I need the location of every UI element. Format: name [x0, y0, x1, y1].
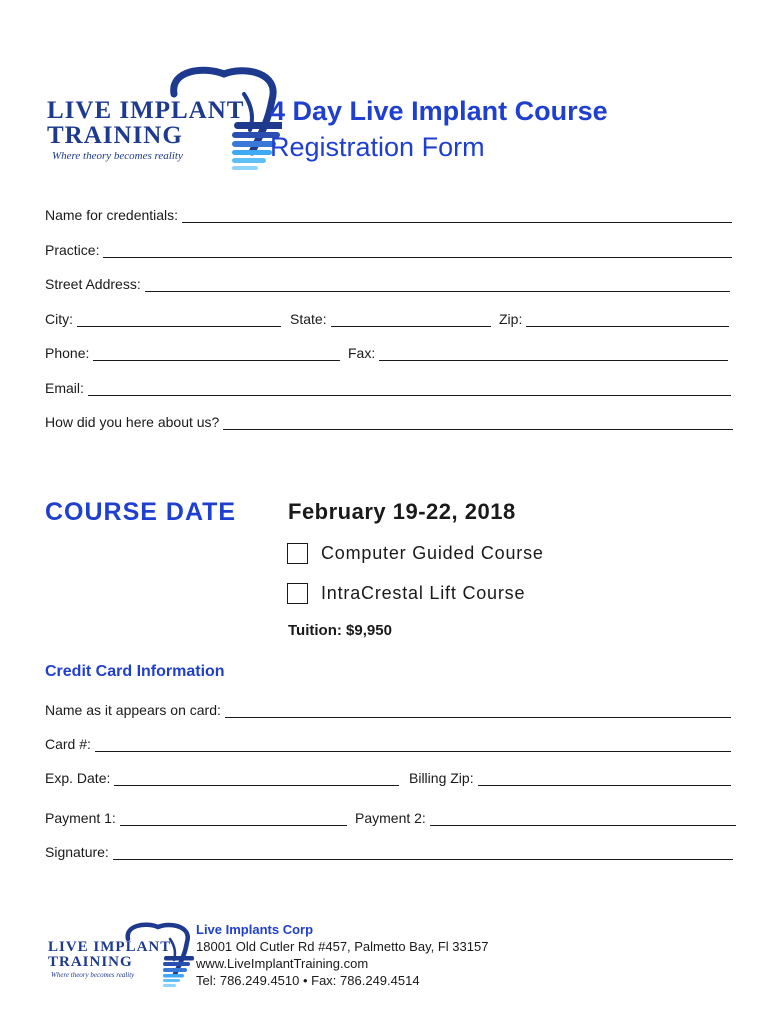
- billing-zip-line[interactable]: [478, 773, 731, 786]
- street-address-field[interactable]: [45, 274, 730, 292]
- footer-logo-text-line1: LIVE IMPLANT: [48, 939, 172, 955]
- signature-label: Signature:: [45, 844, 109, 860]
- name-for-credentials-label: Name for credentials:: [45, 207, 179, 223]
- credit-card-heading: Credit Card Information: [45, 663, 225, 680]
- phone-field[interactable]: [45, 343, 340, 361]
- phone-label: Phone:: [45, 345, 90, 361]
- payment2-line[interactable]: [430, 813, 736, 826]
- city-field[interactable]: [45, 309, 281, 327]
- street-address-line[interactable]: [145, 279, 730, 292]
- card-number-label: Card #:: [45, 736, 91, 752]
- logo-text-line1: LIVE IMPLANT: [47, 97, 245, 124]
- payment2-label: Payment 2:: [355, 810, 426, 826]
- city-line[interactable]: [77, 314, 281, 327]
- exp-date-label: Exp. Date:: [45, 770, 111, 786]
- name-on-card-field[interactable]: [45, 700, 731, 718]
- state-field[interactable]: [290, 309, 491, 327]
- fax-label: Fax:: [348, 345, 376, 361]
- email-line[interactable]: [88, 383, 731, 396]
- intracrestal-lift-checkbox[interactable]: [287, 583, 308, 604]
- card-number-line[interactable]: [95, 739, 731, 752]
- footer-address: 18001 Old Cutler Rd #457, Palmetto Bay, Fl 33157: [196, 939, 489, 954]
- city-label: City:: [45, 311, 73, 327]
- payment1-field[interactable]: [45, 808, 347, 826]
- zip-field[interactable]: [499, 309, 729, 327]
- footer-logo-text-line2: TRAINING: [48, 954, 133, 970]
- email-label: Email:: [45, 380, 84, 396]
- practice-field[interactable]: [45, 240, 732, 258]
- signature-line[interactable]: [113, 847, 733, 860]
- billing-zip-field[interactable]: [409, 768, 731, 786]
- card-number-field[interactable]: [45, 734, 731, 752]
- practice-label: Practice:: [45, 242, 100, 258]
- zip-label: Zip:: [499, 311, 523, 327]
- state-label: State:: [290, 311, 327, 327]
- zip-line[interactable]: [526, 314, 729, 327]
- page-subtitle: Registration Form: [270, 132, 485, 162]
- fax-field[interactable]: [348, 343, 728, 361]
- computer-guided-checkbox[interactable]: [287, 543, 308, 564]
- phone-line[interactable]: [93, 348, 340, 361]
- payment1-line[interactable]: [120, 813, 347, 826]
- exp-date-line[interactable]: [114, 773, 399, 786]
- course-date-heading: COURSE DATE: [45, 498, 237, 526]
- logo-text-line2: TRAINING: [47, 122, 183, 149]
- state-line[interactable]: [331, 314, 491, 327]
- practice-line[interactable]: [103, 245, 732, 258]
- intracrestal-lift-label: IntraCrestal Lift Course: [321, 583, 526, 603]
- fax-line[interactable]: [379, 348, 728, 361]
- header-logo: [44, 66, 254, 176]
- billing-zip-label: Billing Zip:: [409, 770, 474, 786]
- street-address-label: Street Address:: [45, 276, 141, 292]
- referral-source-label: How did you here about us?: [45, 414, 220, 430]
- footer-phone-fax: Tel: 786.249.4510 • Fax: 786.249.4514: [196, 973, 420, 988]
- logo-tagline: Where theory becomes reality: [52, 150, 183, 162]
- payment2-field[interactable]: [355, 808, 736, 826]
- name-for-credentials-field[interactable]: [45, 205, 732, 223]
- payment1-label: Payment 1:: [45, 810, 116, 826]
- signature-field[interactable]: [45, 842, 733, 860]
- footer-logo: [46, 922, 176, 988]
- page-title: 4 Day Live Implant Course: [270, 96, 608, 126]
- email-field[interactable]: [45, 378, 731, 396]
- name-for-credentials-line[interactable]: [182, 210, 732, 223]
- referral-source-line[interactable]: [223, 417, 733, 430]
- course-dates: February 19-22, 2018: [288, 499, 516, 524]
- referral-source-field[interactable]: [45, 412, 733, 430]
- name-on-card-line[interactable]: [225, 705, 731, 718]
- computer-guided-label: Computer Guided Course: [321, 543, 544, 563]
- footer-logo-tagline: Where theory becomes reality: [51, 971, 135, 979]
- name-on-card-label: Name as it appears on card:: [45, 702, 221, 718]
- tuition: Tuition: $9,950: [288, 622, 392, 639]
- footer-company: Live Implants Corp: [196, 922, 314, 937]
- footer-website[interactable]: www.LiveImplantTraining.com: [196, 956, 369, 971]
- exp-date-field[interactable]: [45, 768, 399, 786]
